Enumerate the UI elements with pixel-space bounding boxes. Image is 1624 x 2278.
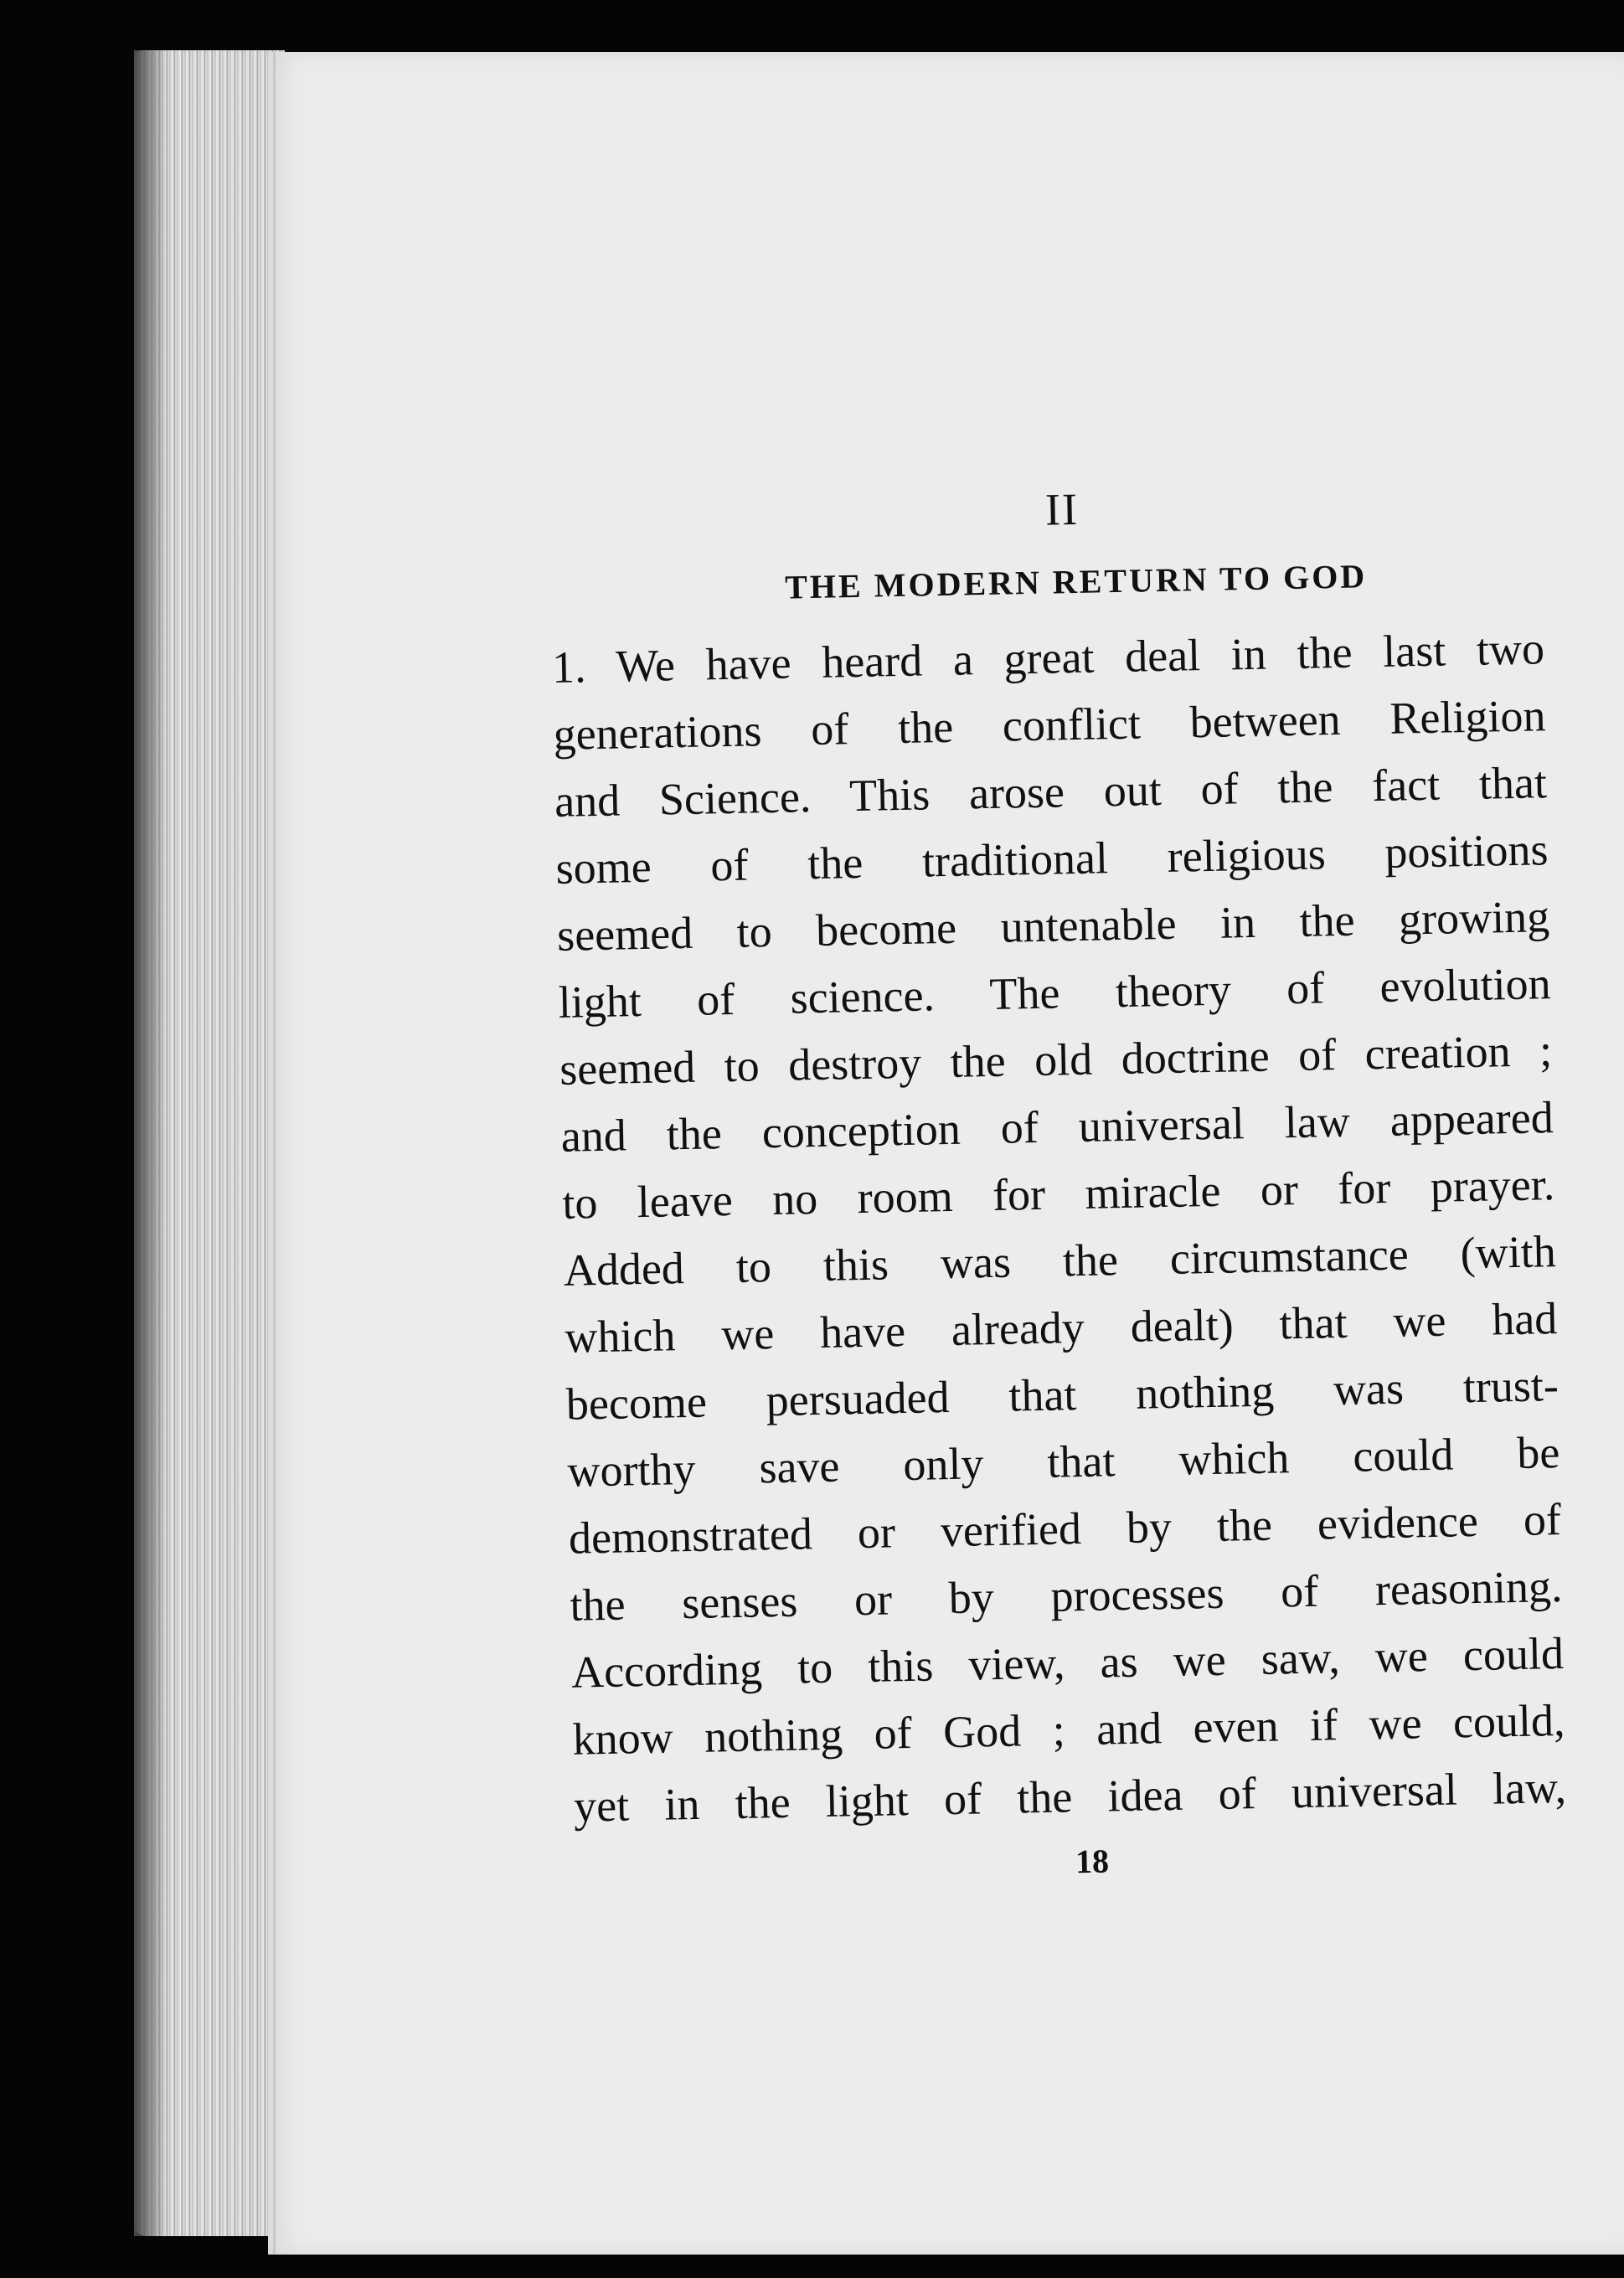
text-line: worthy save only that which could be [566, 1427, 1560, 1497]
chapter-title: THE MODERN RETURN TO GOD [784, 557, 1368, 606]
text-line: to leave no room for miracle or for prayer. [561, 1159, 1555, 1229]
text-line: become persuaded that nothing was trust- [565, 1360, 1560, 1430]
text-line: seemed to become untenable in the growing [556, 891, 1550, 961]
text-line: yet in the light of the idea of universal law, [573, 1761, 1567, 1832]
text-line: According to this view, as we saw, we could [570, 1627, 1565, 1698]
text-line: seemed to destroy the old doctrine of creation ; [559, 1025, 1553, 1095]
text-line: the senses or by processes of reasoning. [569, 1561, 1563, 1631]
chapter-number: II [1044, 483, 1080, 535]
text-line: know nothing of God ; and even if we could, [572, 1694, 1566, 1765]
page-number: 18 [1075, 1842, 1110, 1881]
page-text [549, 471, 1568, 1890]
text-line: which we have already dealt) that we had [564, 1293, 1558, 1363]
text-line: demonstrated or verified by the evidence of [568, 1494, 1562, 1564]
page-edges [134, 50, 285, 2236]
text-line: and the conception of universal law appeared [560, 1092, 1554, 1162]
text-line: and Science. This arose out of the fact that [554, 757, 1548, 827]
text-line: 1. We have heard a great deal in the last two [551, 623, 1545, 693]
body-paragraph [551, 615, 1566, 1839]
text-line: light of science. The theory of evolution [558, 958, 1552, 1028]
text-line: generations of the conflict between Religion [553, 690, 1546, 760]
text-line: Added to this was the circumstance (with [563, 1226, 1557, 1296]
text-line: some of the traditional religious positions [555, 824, 1549, 894]
